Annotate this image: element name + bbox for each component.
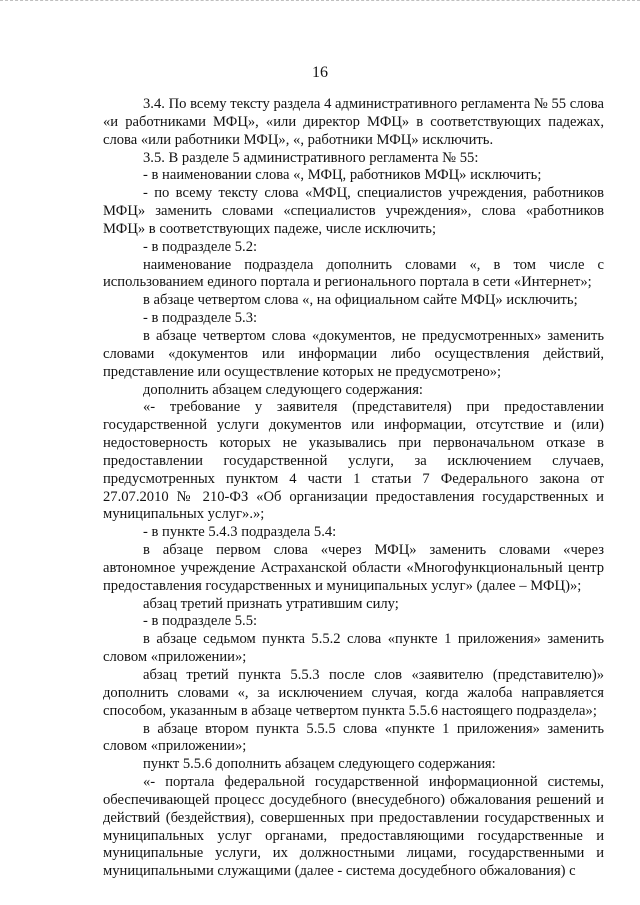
- paragraph-title-change: - в наименовании слова «, МФЦ, работников МФЦ» исключить;: [143, 167, 542, 184]
- paragraph-subsection-5-5: - в подразделе 5.5:: [143, 613, 258, 630]
- document-body: [103, 96, 604, 881]
- paragraph-add-clause: дополнить абзацем следующего содержания:: [143, 381, 423, 398]
- paragraph-5-4-3-third: абзац третий признать утратившим силу;: [143, 595, 399, 612]
- paragraph-5-5-5-second: в абзаце втором пункта 5.5.5 слова «пункте 1 приложения» заменить словом «приложении»;: [103, 720, 604, 755]
- paragraph-5-5-3-third: абзац третий пункта 5.5.3 после слов «заявителю (представителю)» дополнить словами «, за исключением случая, когда жалоба направляется способом, указанным в абзаце четвертом пункта 5.5.6 настоящего подраздела»;: [103, 667, 604, 719]
- paragraph-global-replace: - по всему тексту слова «МФЦ, специалистов учреждения, работников МФЦ» заменить словами «специалистов учреждения», слова «работников МФЦ» в соответствующих падеже, числе исключить;: [103, 185, 604, 237]
- paragraph-5-3-fourth: в абзаце четвертом слова «документов, не предусмотренных» заменить словами «документов или информации либо осуществления действий, представление или осуществление которых не предусмотрено»;: [103, 327, 604, 380]
- paragraph-item-5-4-3: - в пункте 5.4.3 подраздела 5.4:: [143, 524, 337, 541]
- paragraph-5-5-6-add: пункт 5.5.6 дополнить абзацем следующего содержания:: [143, 756, 496, 773]
- paragraph-new-clause-requirement: «- требование у заявителя (представителя) при предоставлении государственной услуги документов или информации, отсутствие и (или) недостоверность которых не указывались при первоначальном отказе в предоставлении государственной услуги, за исключением случаев, предусмотренных пунктом 4 части 1 статьи 7 Федерального закона от 27.07.2010 № 210-ФЗ «Об организации предоставления государственных и муниципальных услуг».»;: [103, 399, 604, 523]
- paragraph-5-5-2-seventh: в абзаце седьмом пункта 5.5.2 слова «пункте 1 приложения» заменить словом «приложении»;: [103, 631, 604, 666]
- paragraph-5-2-fourth: в абзаце четвертом слова «, на официальном сайте МФЦ» исключить;: [143, 292, 578, 309]
- page-number: 16: [312, 64, 328, 81]
- paragraph-3-4: 3.4. По всему тексту раздела 4 административного регламента № 55 слова «и работниками МФЦ», «или директор МФЦ» в соответствующих падежах, слова «или работники МФЦ», «, работники МФЦ» исключить.: [103, 96, 604, 148]
- paragraph-3-5: 3.5. В разделе 5 административного регламента № 55:: [143, 149, 479, 166]
- paragraph-5-4-3-first: в абзаце первом слова «через МФЦ» заменить словами «через автономное учреждение Астраханской области «Многофункциональный центр предоставления государственных и муниципальных услуг» (далее – МФЦ)»;: [103, 542, 604, 594]
- page-top-edge: [0, 0, 640, 5]
- paragraph-new-clause-portal: «- портала федеральной государственной информационной системы, обеспечивающей процесс досудебного (внесудебного) обжалования решений и действий (бездействия), совершенных при предоставлении государственных и муниципальных услуг органами, предоставляющими государственные и муниципальные услуги, их должностными лицами, государственными и муниципальными служащими (далее - система досудебного обжалования) с: [103, 774, 604, 880]
- paragraph-subsection-5-3: - в подразделе 5.3:: [143, 310, 258, 327]
- paragraph-subsection-5-2: - в подразделе 5.2:: [143, 238, 258, 255]
- paragraph-5-2-title: наименование подраздела дополнить словами «, в том числе с использованием единого портала и регионального портала в сети «Интернет»;: [103, 256, 604, 291]
